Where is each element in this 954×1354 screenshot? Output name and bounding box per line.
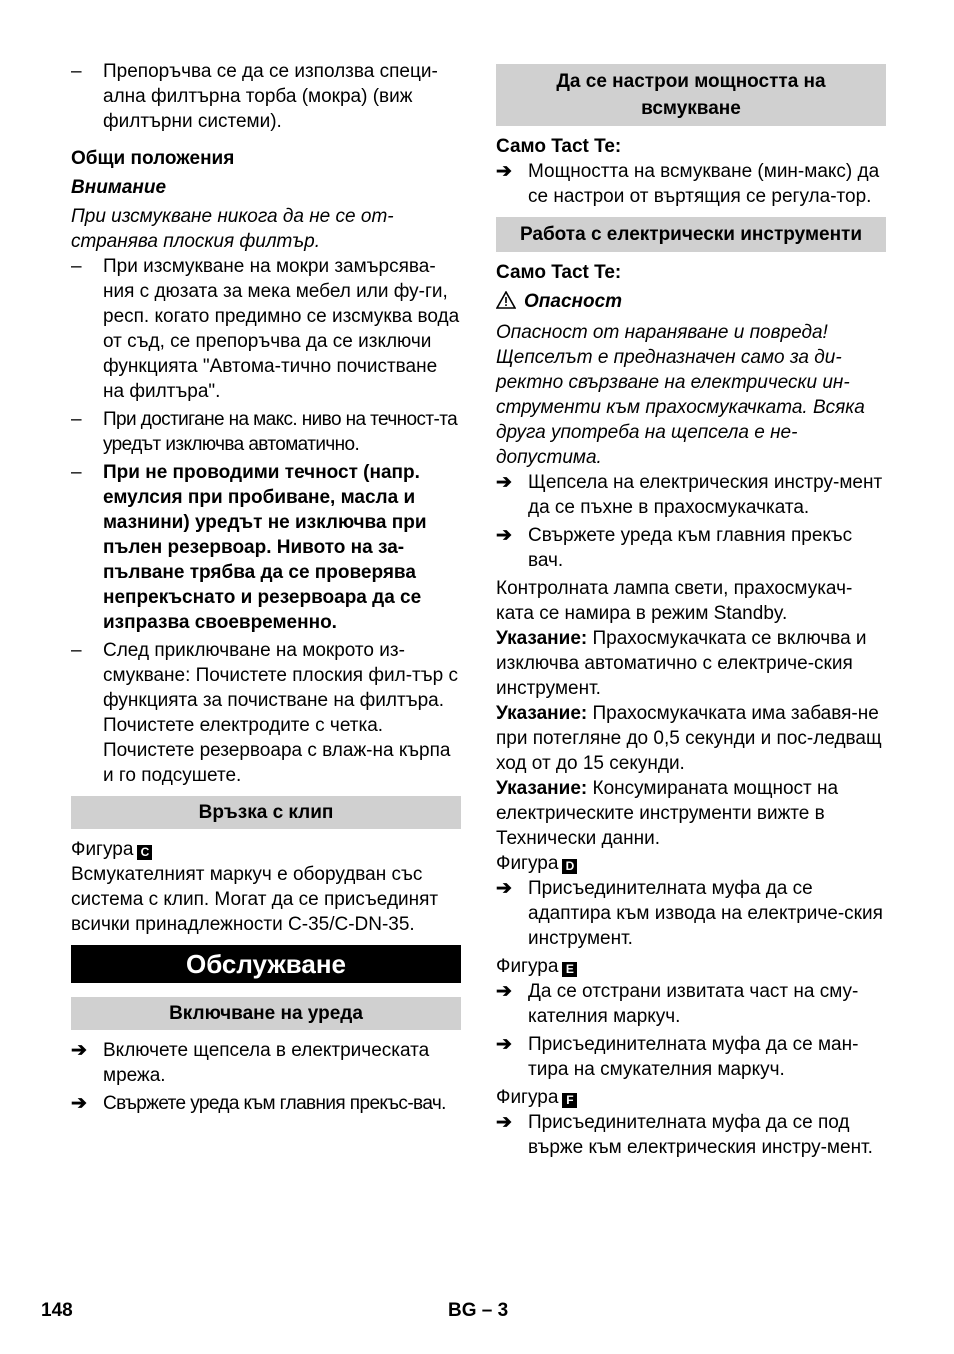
figure-ref <box>496 1085 886 1110</box>
danger-heading <box>496 289 886 316</box>
lamp-text: Контролната лампа свети, прахосмукач-ката се намира в режим Standby. <box>496 578 853 624</box>
note-label: Указание: <box>496 628 588 649</box>
note-label: Указание: <box>496 778 588 799</box>
list-item-text: При не проводими течност (напр. емулсия при пробиване, масла и мазнини) уредът не изключва при пълен резервоар. Нивото на за-пълване трябва да се проверява непрекъснато и резервоара да се изпразва своевременно. <box>103 462 427 633</box>
clip-heading: Връзка с клип <box>71 796 461 829</box>
clip-text: Всмукателният маркуч е оборудван със система с клип. Могат да се присъединят всички принадлежности C-35/C-DN-35. <box>71 864 439 935</box>
list-item-text: Мощността на всмукване (мин-макс) да се настрои от въртящия се регула-тор. <box>528 161 880 207</box>
arrow-icon: ➔ <box>496 525 512 546</box>
list-item-text: Присъединителната муфа да се ман-тира на смукателния маркуч. <box>528 1034 859 1080</box>
figure-d-icon: D <box>562 859 577 874</box>
list-item-text: Присъединителната муфа да се под върже към електрическия инстру-мент. <box>528 1112 873 1158</box>
caution-label: Внимание <box>71 177 167 198</box>
note-text: Прахосмукачката се включва и изключва автоматично с електриче-ския инструмент. <box>496 628 867 699</box>
list-item <box>71 460 461 635</box>
arrow-icon: ➔ <box>71 1093 87 1114</box>
note-label: Указание: <box>496 703 588 724</box>
dash-bullet: – <box>71 409 81 430</box>
figure-e-icon: E <box>562 962 577 977</box>
list-item <box>496 979 886 1029</box>
dash-bullet: – <box>71 61 82 82</box>
list-item <box>71 254 461 404</box>
figure-c-icon: C <box>137 845 152 860</box>
only-tact-label: Само Tact Te: <box>496 136 622 157</box>
dash-bullet: – <box>71 462 82 483</box>
arrow-icon: ➔ <box>496 1034 512 1055</box>
figure-ref <box>71 837 461 862</box>
tools-heading: Работа с електрически инструменти <box>496 217 886 252</box>
figure-label: Фигура <box>496 1087 559 1108</box>
danger-label: Опасност <box>524 291 623 312</box>
list-item-text: Да се отстрани извитата част на сму-кателния маркуч. <box>528 981 859 1027</box>
dash-bullet: – <box>71 640 82 661</box>
figure-ref <box>496 954 886 979</box>
list-item-text: При достигане на макс. ниво на течност-та уредът изключва автоматично. <box>103 409 458 455</box>
list-item-text: Включете щепсела в електрическата мрежа. <box>103 1040 430 1086</box>
arrow-icon: ➔ <box>496 981 512 1002</box>
switch-on-heading: Включване на уреда <box>71 997 461 1030</box>
arrow-icon: ➔ <box>496 878 512 899</box>
note-text: Прахосмукачката има забавя-не при потегляне до 0,5 секунди и пос-ледващ ход от до 15 секунди. <box>496 703 882 774</box>
figure-ref <box>496 851 886 876</box>
list-item-text: Свържете уреда към главния прекъс вач. <box>528 525 853 571</box>
list-item <box>71 638 461 788</box>
list-item <box>496 159 886 209</box>
figure-label: Фигура <box>496 853 559 874</box>
general-heading: Общи положения <box>71 148 235 169</box>
list-item-text: След приключване на мокрото из-смукване: Почистете плоския фил-тър с функцията за почистване на филтъра. Почистете електродите с четка. Почистете резервоара с влаж-на кърпа и го подсушете. <box>103 640 458 786</box>
list-item-text: Препоръчва се да се използва специ-ална филтърна торба (мокра) (виж филтърни системи). <box>103 61 438 132</box>
dash-bullet: – <box>71 256 82 277</box>
power-heading: Да се настрои мощността на всмукване <box>496 64 886 126</box>
note-2 <box>496 701 886 776</box>
list-item <box>496 876 886 951</box>
list-item-text: При изсмукване на мокри замърсява-ния с дюзата за мека мебел или фу-ги, респ. когато предимно се изсмуква вода от съд, се препоръчва да се изключи функцията "Автома-тично почистване на филтъра". <box>103 256 460 402</box>
list-item <box>496 523 886 573</box>
left-column <box>71 59 461 1119</box>
list-item-text: Щепсела на електрическия инстру-мент да се пъхне в прахосмукачката. <box>528 472 883 518</box>
list-item-text: Присъединителната муфа да се адаптира към извода на електриче-ския инструмент. <box>528 878 883 949</box>
right-column <box>496 64 886 1163</box>
page-number: 148 <box>41 1300 73 1321</box>
list-item-text: Свържете уреда към главния прекъс-вач. <box>103 1093 446 1114</box>
arrow-icon: ➔ <box>496 472 512 493</box>
list-item <box>496 1110 886 1160</box>
only-tact-label: Само Tact Te: <box>496 262 622 283</box>
list-item <box>496 470 886 520</box>
arrow-icon: ➔ <box>71 1040 87 1061</box>
figure-label: Фигура <box>496 956 559 977</box>
list-item <box>71 407 461 457</box>
note-1 <box>496 626 886 701</box>
operation-heading: Обслужване <box>71 945 461 983</box>
warning-triangle-icon <box>496 291 516 316</box>
note-3 <box>496 776 886 851</box>
caution-text: При изсмукване никога да не се от-странява плоския филтър. <box>71 206 394 252</box>
list-item <box>71 1038 461 1088</box>
danger-text: Опасност от нараняване и повреда! Щепселът е предназначен само за ди-ректно свързване на електрически ин-струменти към прахосмукачката. Всяка друга употреба на щепсела е не-допустима. <box>496 322 865 468</box>
figure-label: Фигура <box>71 839 134 860</box>
page-code: BG – 3 <box>448 1300 509 1321</box>
list-item <box>71 1091 461 1116</box>
note-text: Консумираната мощност на електрическите инструменти вижте в Технически данни. <box>496 778 839 849</box>
figure-f-icon: F <box>562 1093 577 1108</box>
list-item <box>496 1032 886 1082</box>
list-item <box>71 59 461 134</box>
arrow-icon: ➔ <box>496 1112 512 1133</box>
arrow-icon: ➔ <box>496 161 512 182</box>
